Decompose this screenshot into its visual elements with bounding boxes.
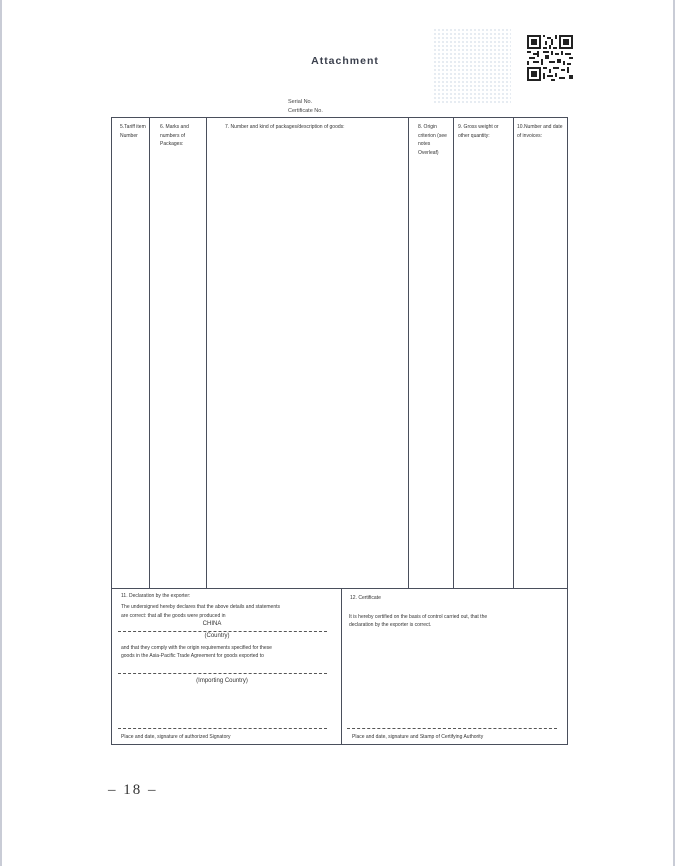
column-header-description: 7. Number and kind of packages/description of goods: [225, 124, 345, 130]
column-header-invoices: 10.Number and date of invoices: [517, 124, 563, 139]
security-pattern [433, 28, 511, 104]
exporter-signature-line [118, 728, 327, 729]
declaration-line-4: goods in the Asia-Pacific Trade Agreement for goods exported to [121, 653, 264, 659]
certificate-line-2: declaration by the exporter is correct. [349, 622, 432, 628]
column-divider [149, 118, 150, 588]
declaration-line-1: The undersigned hereby declares that the above details and statements [121, 604, 280, 610]
column-divider [408, 118, 409, 588]
declaration-heading: 11. Declaration by the exporter: [121, 593, 191, 599]
section-divider [112, 588, 567, 589]
goods-form [111, 117, 568, 745]
page-title: Attachment [311, 55, 379, 67]
country-label: (Country) [204, 633, 230, 639]
country-value: CHINA [202, 621, 222, 627]
column-divider [453, 118, 454, 588]
serial-block [288, 98, 323, 116]
column-header-tariff: 5.Tariff item Number [120, 124, 146, 139]
box-divider [341, 588, 342, 745]
certificate-line-1: It is hereby certified on the basis of control carried out, that the [349, 614, 488, 620]
certificate-number-label: Certificate No. [288, 108, 323, 114]
serial-number-label: Serial No. [288, 99, 313, 105]
authority-signature-line [347, 728, 557, 729]
column-header-origin: 8. Origin criterion (see notes Overleaf) [418, 124, 447, 156]
column-divider [513, 118, 514, 588]
declaration-line-3: and that they comply with the origin requirements specified for these [121, 645, 272, 651]
page-edge-left [0, 0, 2, 866]
column-header-weight: 9. Gross weight or other quantity: [458, 124, 499, 139]
qr-code-icon [527, 35, 573, 81]
page-number: – 18 – [108, 782, 158, 798]
column-header-marks: 6. Marks and numbers of Packages: [160, 124, 189, 147]
importing-country-label: (Importing Country) [196, 678, 248, 684]
certificate-heading: 12. Certificate [350, 595, 381, 601]
authority-signature-label: Place and date, signature and Stamp of Certifying Authority [352, 734, 484, 740]
country-line [118, 631, 327, 632]
exporter-signature-label: Place and date, signature of authorized Signatory [121, 734, 231, 740]
column-divider [206, 118, 207, 588]
importing-country-line [118, 673, 327, 674]
declaration-line-2: are correct: that all the goods were produced in [121, 613, 226, 619]
